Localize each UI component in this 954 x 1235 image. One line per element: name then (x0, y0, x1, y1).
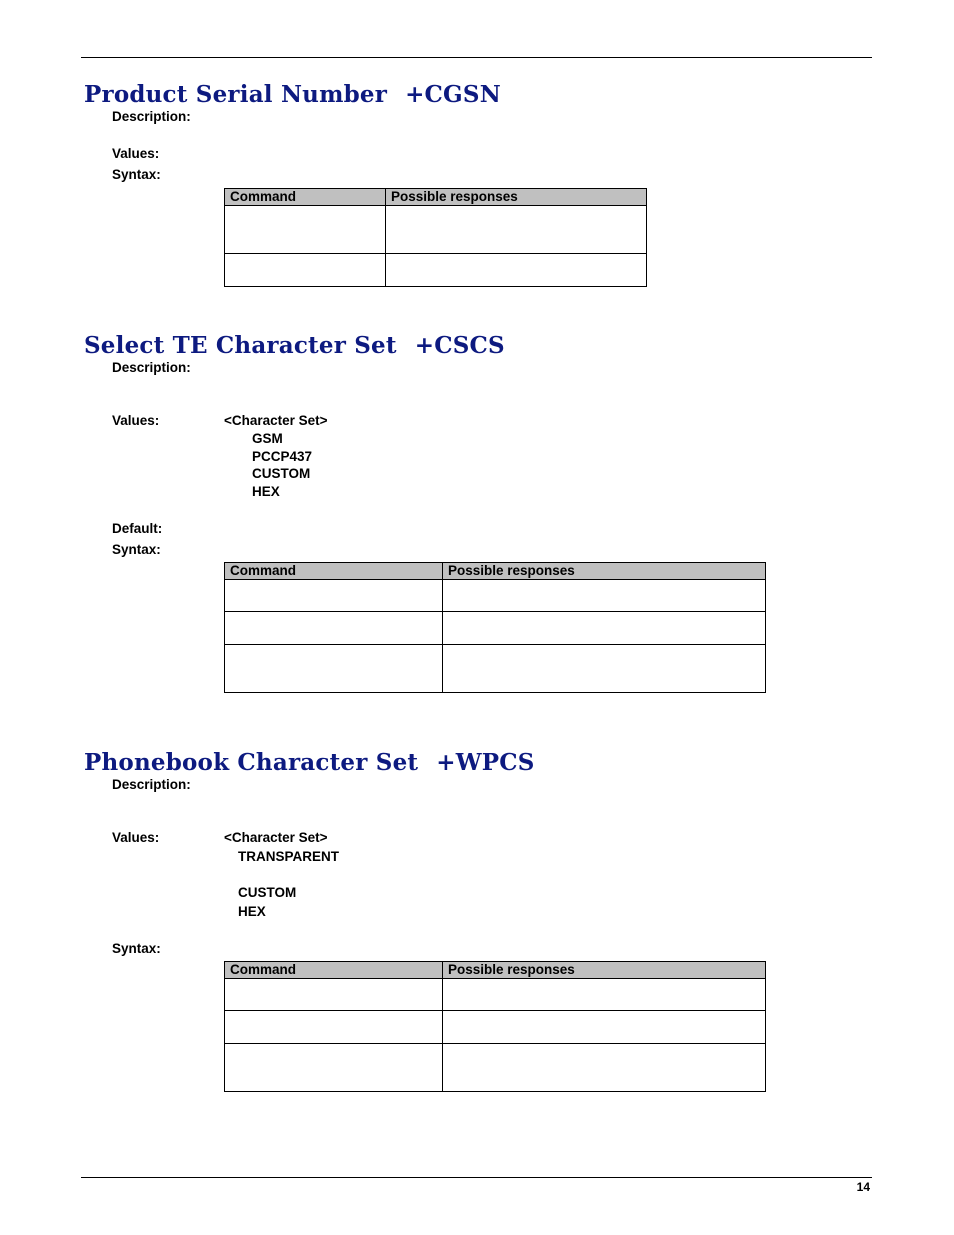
table-header-row (225, 962, 766, 979)
syntax-table-cgsn (224, 188, 647, 287)
table-header-row (225, 563, 766, 580)
title-text: Product Serial Number (84, 81, 388, 108)
column-header-responses: Possible responses (443, 962, 766, 979)
value-item: HEX (238, 904, 266, 919)
description-label: Description: (112, 360, 191, 375)
values-label: Values: (112, 413, 160, 428)
table-row (225, 580, 766, 612)
column-header-responses: Possible responses (386, 189, 647, 206)
command-name: +WPCS (436, 749, 535, 776)
page-number: 14 (856, 1180, 870, 1194)
table-row (225, 612, 766, 645)
command-name: +CSCS (414, 332, 505, 359)
section-title-cgsn (84, 81, 501, 108)
table-row (225, 254, 647, 287)
header-rule (81, 57, 872, 58)
syntax-label: Syntax: (112, 941, 161, 956)
values-heading: <Character Set> (224, 413, 328, 428)
table-header-row (225, 189, 647, 206)
value-item: GSM (252, 431, 283, 446)
table-row (225, 979, 766, 1011)
command-name: +CGSN (405, 81, 501, 108)
values-label: Values: (112, 830, 160, 845)
values-label: Values: (112, 146, 160, 161)
value-item: CUSTOM (238, 885, 297, 900)
values-heading: <Character Set> (224, 830, 328, 845)
column-header-responses: Possible responses (443, 563, 766, 580)
footer-rule (81, 1177, 872, 1178)
table-row (225, 1011, 766, 1044)
section-title-wpcs (84, 749, 535, 776)
value-item: CUSTOM (252, 466, 311, 481)
default-label: Default: (112, 521, 163, 536)
value-item: PCCP437 (252, 449, 313, 464)
syntax-table-wpcs (224, 961, 766, 1092)
table-row (225, 645, 766, 693)
title-text: Phonebook Character Set (84, 749, 419, 776)
column-header-command: Command (225, 563, 443, 580)
syntax-label: Syntax: (112, 167, 161, 182)
table-row (225, 1044, 766, 1092)
description-label: Description: (112, 109, 191, 124)
value-item: HEX (252, 484, 280, 499)
description-label: Description: (112, 777, 191, 792)
value-item: TRANSPARENT (238, 849, 339, 864)
title-text: Select TE Character Set (84, 332, 397, 359)
column-header-command: Command (225, 962, 443, 979)
table-row (225, 206, 647, 254)
section-title-cscs (84, 332, 505, 359)
syntax-label: Syntax: (112, 542, 161, 557)
syntax-table-cscs (224, 562, 766, 693)
column-header-command: Command (225, 189, 386, 206)
